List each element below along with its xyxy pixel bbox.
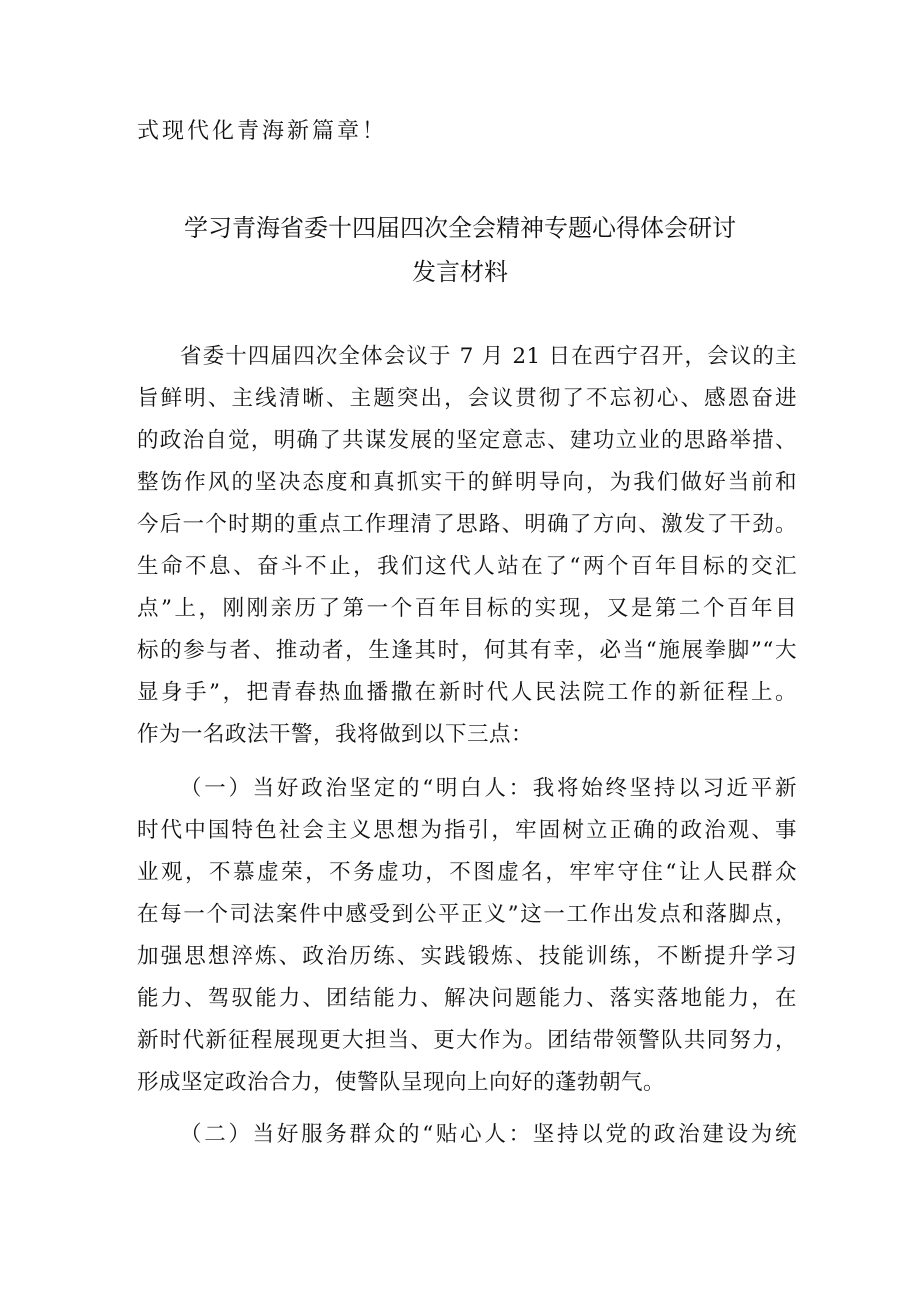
- article-title-line-2: 发言材料: [412, 258, 508, 286]
- article-title-line-1: 学习青海省委十四届四次全会精神专题心得体会研讨: [184, 214, 736, 242]
- paragraph-line: 标的参与者、推动者，生逢其时，何其有幸，必当“施展拳脚”“大: [137, 638, 797, 663]
- paragraph-line: 整饬作风的坚决态度和真抓实干的鲜明导向，为我们做好当前和: [137, 470, 797, 495]
- previous-section-ending: 式现代化青海新篇章！: [137, 119, 388, 144]
- paragraph-line: 能力、驾驭能力、团结能力、解决问题能力、落实落地能力，在: [137, 986, 797, 1011]
- paragraph-line: 显身手”，把青春热血播撒在新时代人民法院工作的新征程上。: [137, 680, 797, 705]
- paragraph-line: 点”上，刚刚亲历了第一个百年目标的实现，又是第二个百年目: [137, 596, 797, 621]
- paragraph-line: 的政治自觉，明确了共谋发展的坚定意志、建功立业的思路举措、: [137, 428, 797, 453]
- paragraph-line: 旨鲜明、主线清晰、主题突出，会议贯彻了不忘初心、感恩奋进: [137, 386, 797, 411]
- paragraph-line: （二）当好服务群众的“贴心人：坚持以党的政治建设为统: [180, 1122, 797, 1147]
- paragraph-line: 形成坚定政治合力，使警队呈现向上向好的蓬勃朝气。: [137, 1070, 666, 1095]
- paragraph-line: （一）当好政治坚定的“明白人：我将始终坚持以习近平新: [180, 776, 797, 801]
- paragraph-line: 新时代新征程展现更大担当、更大作为。团结带领警队共同努力，: [137, 1028, 797, 1053]
- paragraph-line: 作为一名政法干警，我将做到以下三点：: [137, 722, 534, 747]
- paragraph-line: 在每一个司法案件中感受到公平正义”这一工作出发点和落脚点，: [137, 902, 797, 927]
- paragraph-line: 省委十四届四次全体会议于 7 月 21 日在西宁召开，会议的主: [180, 344, 797, 369]
- paragraph-line: 业观，不慕虚荣，不务虚功，不图虚名，牢牢守住“让人民群众: [137, 860, 797, 885]
- paragraph-line: 时代中国特色社会主义思想为指引，牢固树立正确的政治观、事: [137, 818, 797, 843]
- paragraph-line: 生命不息、奋斗不止，我们这代人站在了“两个百年目标的交汇: [137, 554, 797, 579]
- paragraph-line: 今后一个时期的重点工作理清了思路、明确了方向、激发了干劲。: [137, 512, 797, 537]
- paragraph-line: 加强思想淬炼、政治历练、实践锻炼、技能训练，不断提升学习: [137, 944, 797, 969]
